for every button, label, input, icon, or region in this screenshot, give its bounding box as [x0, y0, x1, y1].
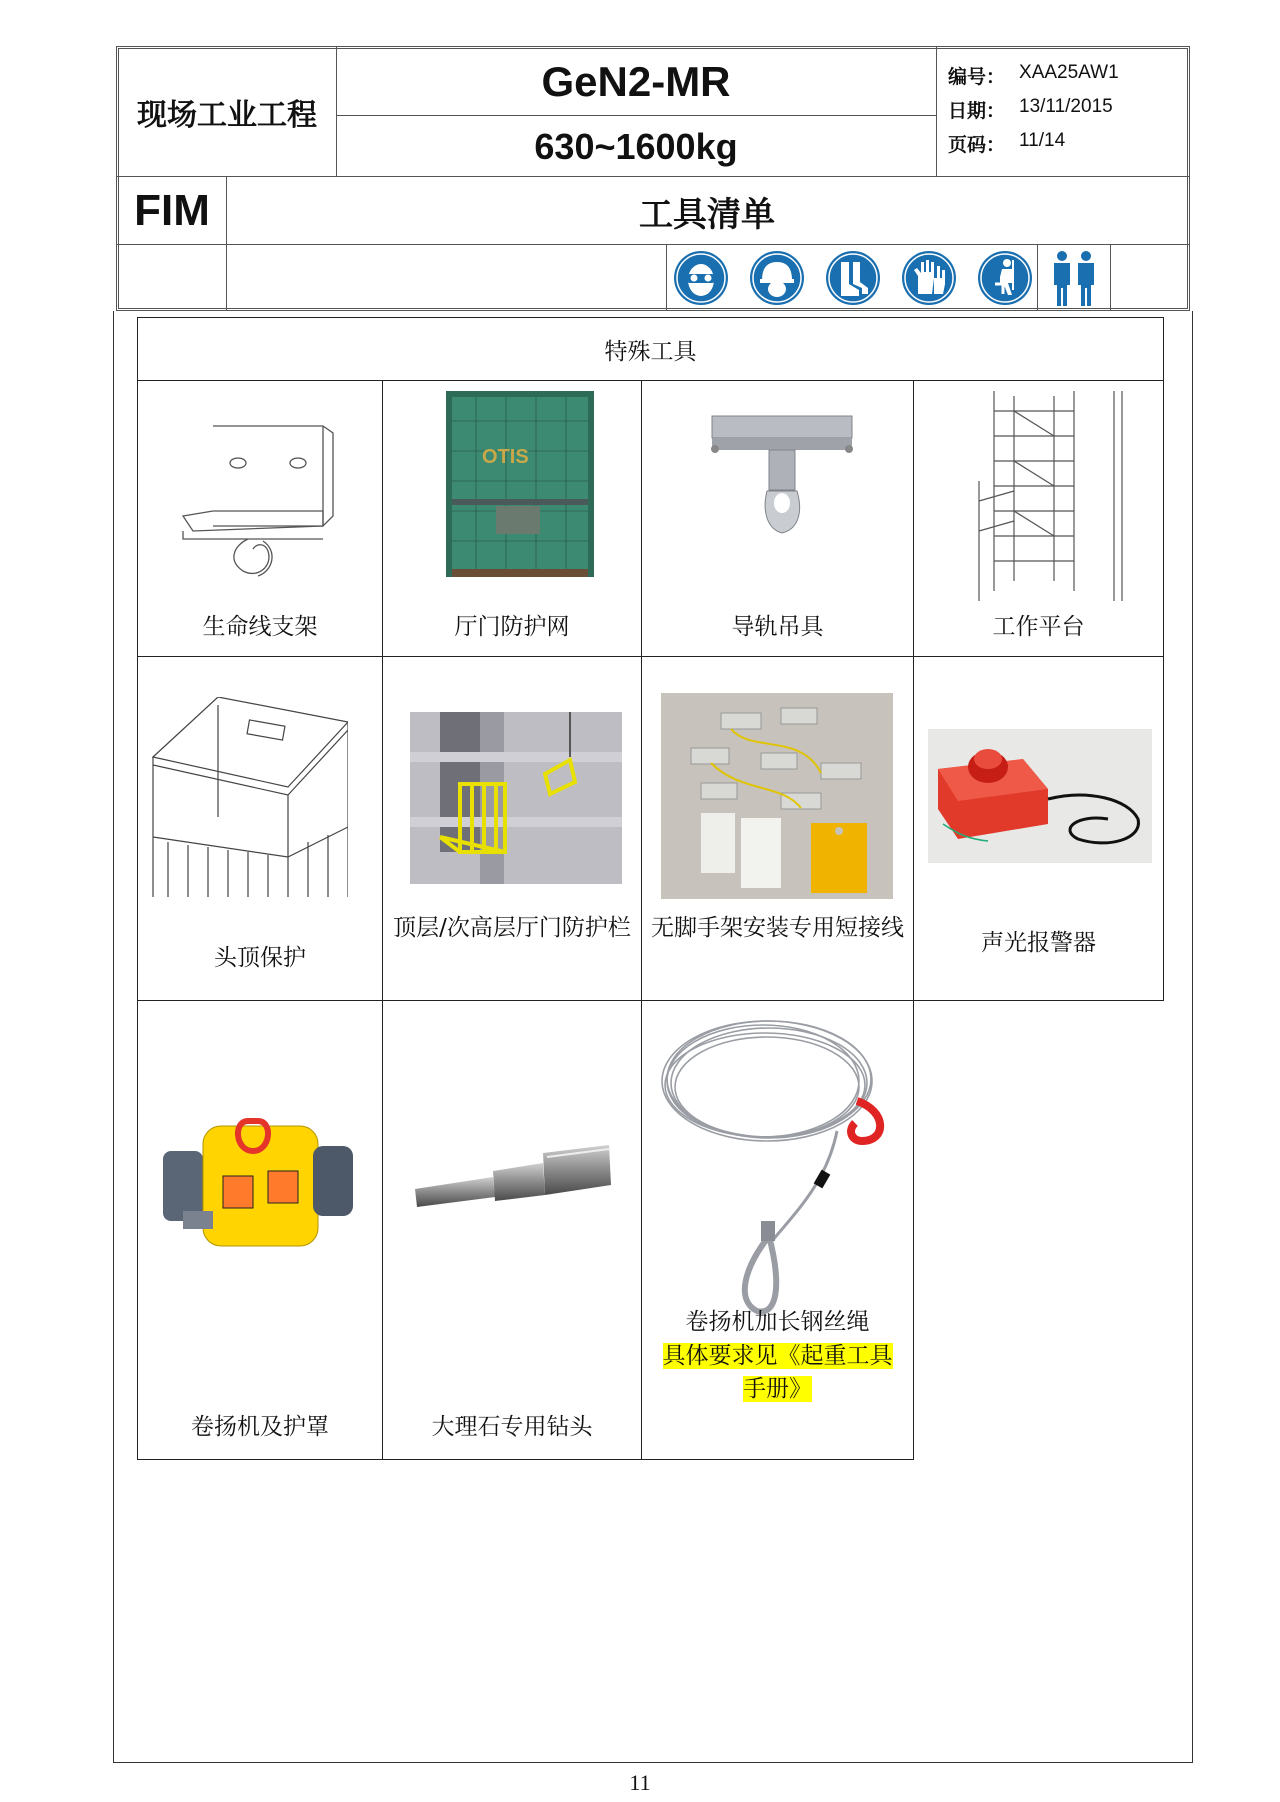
- capacity-range: 630~1600kg: [534, 126, 738, 167]
- page-label: 页码：: [948, 134, 1006, 156]
- tool-cell-landing-door-barrier: [383, 657, 641, 1000]
- tool-cell-lifeline-bracket: [138, 381, 382, 656]
- tool-label: 导轨吊具: [731, 614, 824, 640]
- doc-number-value: XAA25AW1: [1019, 62, 1119, 83]
- jumper-wires-image: [661, 693, 893, 899]
- two-persons-icon: [1044, 248, 1104, 308]
- tool-cell-wire-rope: [642, 1001, 913, 1459]
- alarm-light-image: [928, 729, 1152, 863]
- overhead-protection-image: [148, 697, 348, 897]
- page-row: [948, 130, 1065, 157]
- gloves-icon: [901, 250, 957, 306]
- page-number: 11: [629, 1770, 651, 1795]
- tool-cell-overhead-protection: [138, 657, 382, 1000]
- winch-with-cover-image: [163, 1116, 358, 1251]
- product-name: GeN2-MR: [541, 58, 731, 105]
- work-platform-image: [974, 391, 1134, 601]
- safety-boots-icon: [825, 250, 881, 306]
- tool-label: 生命线支架: [202, 614, 318, 640]
- department-name: 现场工业工程: [137, 98, 317, 133]
- page-value: 11/14: [1019, 130, 1066, 151]
- tool-label: 声光报警器: [981, 930, 1096, 956]
- tool-cell-work-platform: [914, 381, 1163, 656]
- harness-icon: [977, 250, 1033, 306]
- landing-door-net-image: [446, 391, 594, 577]
- doc-number-row: [948, 62, 1119, 89]
- date-row: [948, 96, 1113, 123]
- tool-label: 顶层/次高层厅门防护栏: [393, 915, 631, 941]
- tool-cell-rail-hoist-fixture: [642, 381, 913, 656]
- tool-note: [652, 1340, 903, 1406]
- wire-rope-image: [657, 1011, 897, 1346]
- tool-label: 无脚手架安装专用短接线: [651, 915, 904, 941]
- tool-label: 工作平台: [992, 614, 1085, 640]
- date-value: 13/11/2015: [1019, 96, 1113, 117]
- tool-note-highlight: 具体要求见《起重工具手册》: [662, 1343, 893, 1402]
- tool-cell-winch-with-cover: [138, 1001, 382, 1459]
- section-title: 工具清单: [639, 194, 775, 235]
- tool-cell-alarm-light: [914, 657, 1163, 1000]
- doc-number-label: 编号：: [948, 66, 1006, 88]
- tool-label: 厅门防护网: [454, 614, 570, 640]
- svg-text:OTIS: OTIS: [482, 446, 529, 468]
- safety-glasses-icon: [673, 250, 729, 306]
- table-heading: 特殊工具: [604, 338, 697, 365]
- lifeline-bracket-image: [173, 421, 353, 581]
- tool-label: 大理石专用钻头: [431, 1414, 593, 1440]
- tool-label: 卷扬机及护罩: [191, 1414, 329, 1440]
- tool-cell-jumper-wires: [642, 657, 913, 1000]
- hard-hat-icon: [749, 250, 805, 306]
- section-code: FIM: [134, 186, 210, 235]
- tool-cell-marble-drill-bit: [383, 1001, 641, 1459]
- marble-drill-bit-image: [413, 1141, 613, 1221]
- landing-door-barrier-image: [410, 712, 622, 884]
- date-label: 日期：: [948, 100, 1006, 122]
- tool-cell-landing-door-net: [383, 381, 641, 656]
- tool-label: 卷扬机加长钢丝绳: [685, 1309, 870, 1335]
- rail-hoist-fixture-image: [707, 411, 857, 546]
- tool-label: 头顶保护: [214, 945, 306, 971]
